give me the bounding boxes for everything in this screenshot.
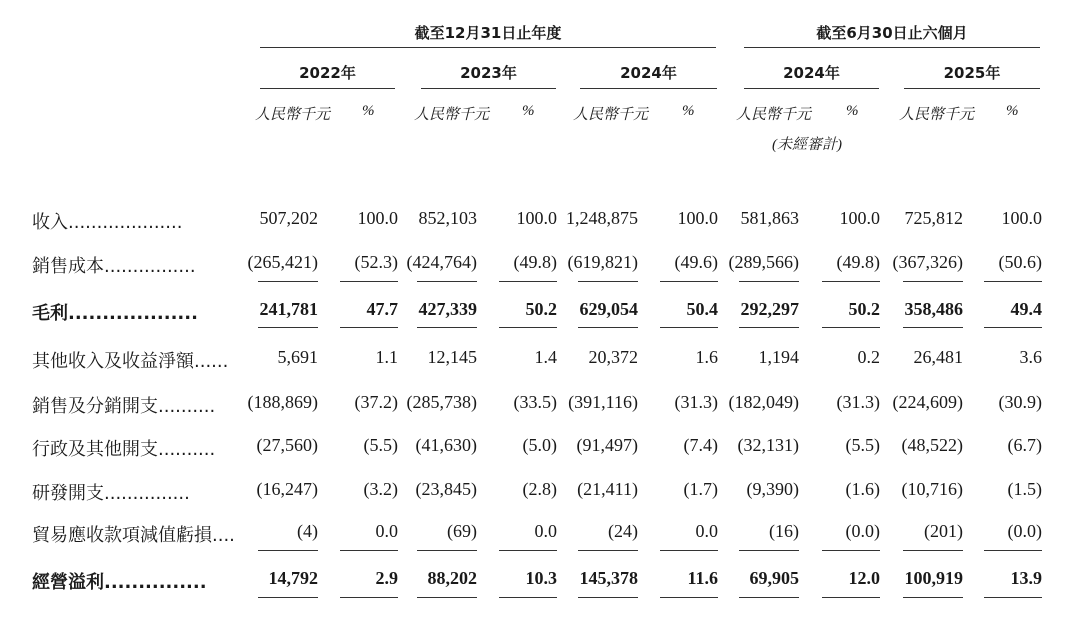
percent-cell: 100.0 xyxy=(1001,208,1042,228)
amount-cell: 26,481 xyxy=(913,347,963,367)
amount-cell: (27,560) xyxy=(256,435,318,455)
value-underline xyxy=(822,327,880,328)
amount-cell: 5,691 xyxy=(277,347,318,367)
value-underline xyxy=(258,281,318,282)
value-underline xyxy=(739,281,799,282)
percent-cell: (7.4) xyxy=(683,435,718,455)
percent-cell: 10.3 xyxy=(525,568,557,588)
value-underline xyxy=(903,281,963,282)
amount-cell: (9,390) xyxy=(746,479,799,499)
percent-cell: (1.5) xyxy=(1007,479,1042,499)
percent-cell: 49.4 xyxy=(1010,299,1042,319)
value-underline xyxy=(984,327,1042,328)
value-underline xyxy=(417,327,477,328)
value-underline xyxy=(340,550,398,551)
value-underline xyxy=(984,597,1042,598)
amount-cell: (201) xyxy=(924,521,963,541)
value-underline xyxy=(578,327,638,328)
amount-cell: (285,738) xyxy=(406,392,477,412)
amount-cell: (289,566) xyxy=(728,252,799,272)
percent-cell: (3.2) xyxy=(363,479,398,499)
amount-cell: (224,609) xyxy=(892,392,963,412)
percent-cell: (1.6) xyxy=(845,479,880,499)
year-underline xyxy=(580,88,717,89)
unit-label-amount: 人民幣千元 xyxy=(899,107,975,123)
amount-cell: 629,054 xyxy=(579,299,638,319)
amount-cell: 12,145 xyxy=(427,347,477,367)
year-underline xyxy=(744,88,879,89)
amount-cell: 241,781 xyxy=(259,299,318,319)
amount-cell: 20,372 xyxy=(588,347,638,367)
value-underline xyxy=(417,281,477,282)
percent-cell: (5.5) xyxy=(363,435,398,455)
value-underline xyxy=(499,550,557,551)
percent-cell: 0.0 xyxy=(695,521,718,541)
value-underline xyxy=(258,327,318,328)
group-header-annual: 截至12月31日止年度 xyxy=(414,24,562,42)
percent-cell: 100.0 xyxy=(357,208,398,228)
row-label: 行政及其他開支.......... xyxy=(32,439,216,460)
value-underline xyxy=(499,281,557,282)
value-underline xyxy=(903,327,963,328)
percent-cell: (0.0) xyxy=(845,521,880,541)
value-underline xyxy=(984,550,1042,551)
row-label: 銷售及分銷開支.......... xyxy=(32,396,216,417)
percent-cell: (30.9) xyxy=(998,392,1042,412)
percent-cell: 2.9 xyxy=(375,568,398,588)
year-underline xyxy=(421,88,556,89)
unit-label-percent: % xyxy=(682,103,695,119)
amount-cell: (16,247) xyxy=(256,479,318,499)
percent-cell: (52.3) xyxy=(354,252,398,272)
amount-cell: 507,202 xyxy=(259,208,318,228)
value-underline xyxy=(822,597,880,598)
percent-cell: (49.8) xyxy=(836,252,880,272)
year-underline xyxy=(904,88,1040,89)
amount-cell: (182,049) xyxy=(728,392,799,412)
amount-cell: 1,194 xyxy=(758,347,799,367)
value-underline xyxy=(984,281,1042,282)
amount-cell: (48,522) xyxy=(901,435,963,455)
amount-cell: 581,863 xyxy=(740,208,799,228)
amount-cell: 292,297 xyxy=(740,299,799,319)
percent-cell: 1.1 xyxy=(375,347,398,367)
unit-label-amount: 人民幣千元 xyxy=(414,107,490,123)
value-underline xyxy=(739,327,799,328)
percent-cell: 50.2 xyxy=(848,299,880,319)
unit-label-amount: 人民幣千元 xyxy=(255,107,331,123)
amount-cell: 14,792 xyxy=(268,568,318,588)
value-underline xyxy=(660,597,718,598)
value-underline xyxy=(578,550,638,551)
percent-cell: 50.4 xyxy=(686,299,718,319)
row-label: 貿易應收款項減值虧損.... xyxy=(32,525,235,546)
percent-cell: 11.6 xyxy=(687,568,718,588)
value-underline xyxy=(499,327,557,328)
percent-cell: (31.3) xyxy=(836,392,880,412)
amount-cell: (367,326) xyxy=(892,252,963,272)
amount-cell: 69,905 xyxy=(749,568,799,588)
percent-cell: 100.0 xyxy=(677,208,718,228)
value-underline xyxy=(340,327,398,328)
percent-cell: (5.0) xyxy=(522,435,557,455)
value-underline xyxy=(822,550,880,551)
amount-cell: (69) xyxy=(447,521,477,541)
group-header-halfyear: 截至6月30日止六個月 xyxy=(816,24,968,42)
amount-cell: 725,812 xyxy=(904,208,963,228)
value-underline xyxy=(417,550,477,551)
amount-cell: (32,131) xyxy=(737,435,799,455)
percent-cell: 1.4 xyxy=(534,347,557,367)
amount-cell: 358,486 xyxy=(904,299,963,319)
year-header: 2024年 xyxy=(620,64,677,82)
unaudited-note: (未經審計) xyxy=(772,137,842,153)
value-underline xyxy=(258,597,318,598)
percent-cell: (6.7) xyxy=(1007,435,1042,455)
value-underline xyxy=(578,281,638,282)
value-underline xyxy=(903,550,963,551)
percent-cell: 0.0 xyxy=(375,521,398,541)
value-underline xyxy=(578,597,638,598)
amount-cell: (41,630) xyxy=(415,435,477,455)
year-header: 2024年 xyxy=(783,64,840,82)
value-underline xyxy=(499,597,557,598)
value-underline xyxy=(903,597,963,598)
amount-cell: (10,716) xyxy=(901,479,963,499)
value-underline xyxy=(340,597,398,598)
value-underline xyxy=(417,597,477,598)
value-underline xyxy=(258,550,318,551)
unit-label-percent: % xyxy=(1006,103,1019,119)
amount-cell: (4) xyxy=(297,521,318,541)
row-label: 經營溢利............... xyxy=(32,572,207,593)
value-underline xyxy=(660,550,718,551)
amount-cell: 100,919 xyxy=(904,568,963,588)
percent-cell: (49.6) xyxy=(674,252,718,272)
percent-cell: (37.2) xyxy=(354,392,398,412)
row-label: 銷售成本................ xyxy=(32,256,196,277)
amount-cell: (16) xyxy=(769,521,799,541)
group-underline-annual xyxy=(260,47,716,48)
value-underline xyxy=(660,327,718,328)
percent-cell: (49.8) xyxy=(513,252,557,272)
amount-cell: (21,411) xyxy=(577,479,638,499)
percent-cell: (50.6) xyxy=(998,252,1042,272)
amount-cell: (23,845) xyxy=(415,479,477,499)
value-underline xyxy=(739,597,799,598)
value-underline xyxy=(340,281,398,282)
percent-cell: 13.9 xyxy=(1010,568,1042,588)
percent-cell: 100.0 xyxy=(839,208,880,228)
row-label: 毛利................... xyxy=(32,303,198,324)
amount-cell: 852,103 xyxy=(418,208,477,228)
amount-cell: (424,764) xyxy=(406,252,477,272)
percent-cell: 1.6 xyxy=(695,347,718,367)
unit-label-amount: 人民幣千元 xyxy=(736,107,812,123)
amount-cell: (188,869) xyxy=(247,392,318,412)
unit-label-percent: % xyxy=(846,103,859,119)
row-label: 研發開支............... xyxy=(32,483,190,504)
year-header: 2025年 xyxy=(943,64,1001,82)
amount-cell: (391,116) xyxy=(568,392,638,412)
row-label: 收入.................... xyxy=(32,212,183,233)
unit-label-percent: % xyxy=(362,103,375,119)
percent-cell: (1.7) xyxy=(683,479,718,499)
year-header: 2023年 xyxy=(460,64,517,82)
group-underline-halfyear xyxy=(744,47,1040,48)
unit-label-amount: 人民幣千元 xyxy=(573,107,649,123)
value-underline xyxy=(822,281,880,282)
percent-cell: (33.5) xyxy=(513,392,557,412)
percent-cell: 100.0 xyxy=(516,208,557,228)
row-label: 其他收入及收益淨額...... xyxy=(32,351,229,372)
amount-cell: 1,248,875 xyxy=(566,208,638,228)
value-underline xyxy=(660,281,718,282)
amount-cell: (265,421) xyxy=(247,252,318,272)
amount-cell: 427,339 xyxy=(418,299,477,319)
percent-cell: 50.2 xyxy=(525,299,557,319)
percent-cell: (5.5) xyxy=(845,435,880,455)
amount-cell: (24) xyxy=(608,521,638,541)
percent-cell: 47.7 xyxy=(366,299,398,319)
amount-cell: 145,378 xyxy=(579,568,638,588)
percent-cell: 0.2 xyxy=(857,347,880,367)
amount-cell: (619,821) xyxy=(567,252,638,272)
unit-label-percent: % xyxy=(522,103,535,119)
amount-cell: (91,497) xyxy=(576,435,638,455)
percent-cell: (31.3) xyxy=(674,392,718,412)
percent-cell: 3.6 xyxy=(1019,347,1042,367)
percent-cell: 12.0 xyxy=(848,568,880,588)
percent-cell: (2.8) xyxy=(522,479,557,499)
value-underline xyxy=(739,550,799,551)
amount-cell: 88,202 xyxy=(427,568,477,588)
percent-cell: 0.0 xyxy=(534,521,557,541)
year-header: 2022年 xyxy=(299,64,356,82)
year-underline xyxy=(260,88,395,89)
percent-cell: (0.0) xyxy=(1007,521,1042,541)
